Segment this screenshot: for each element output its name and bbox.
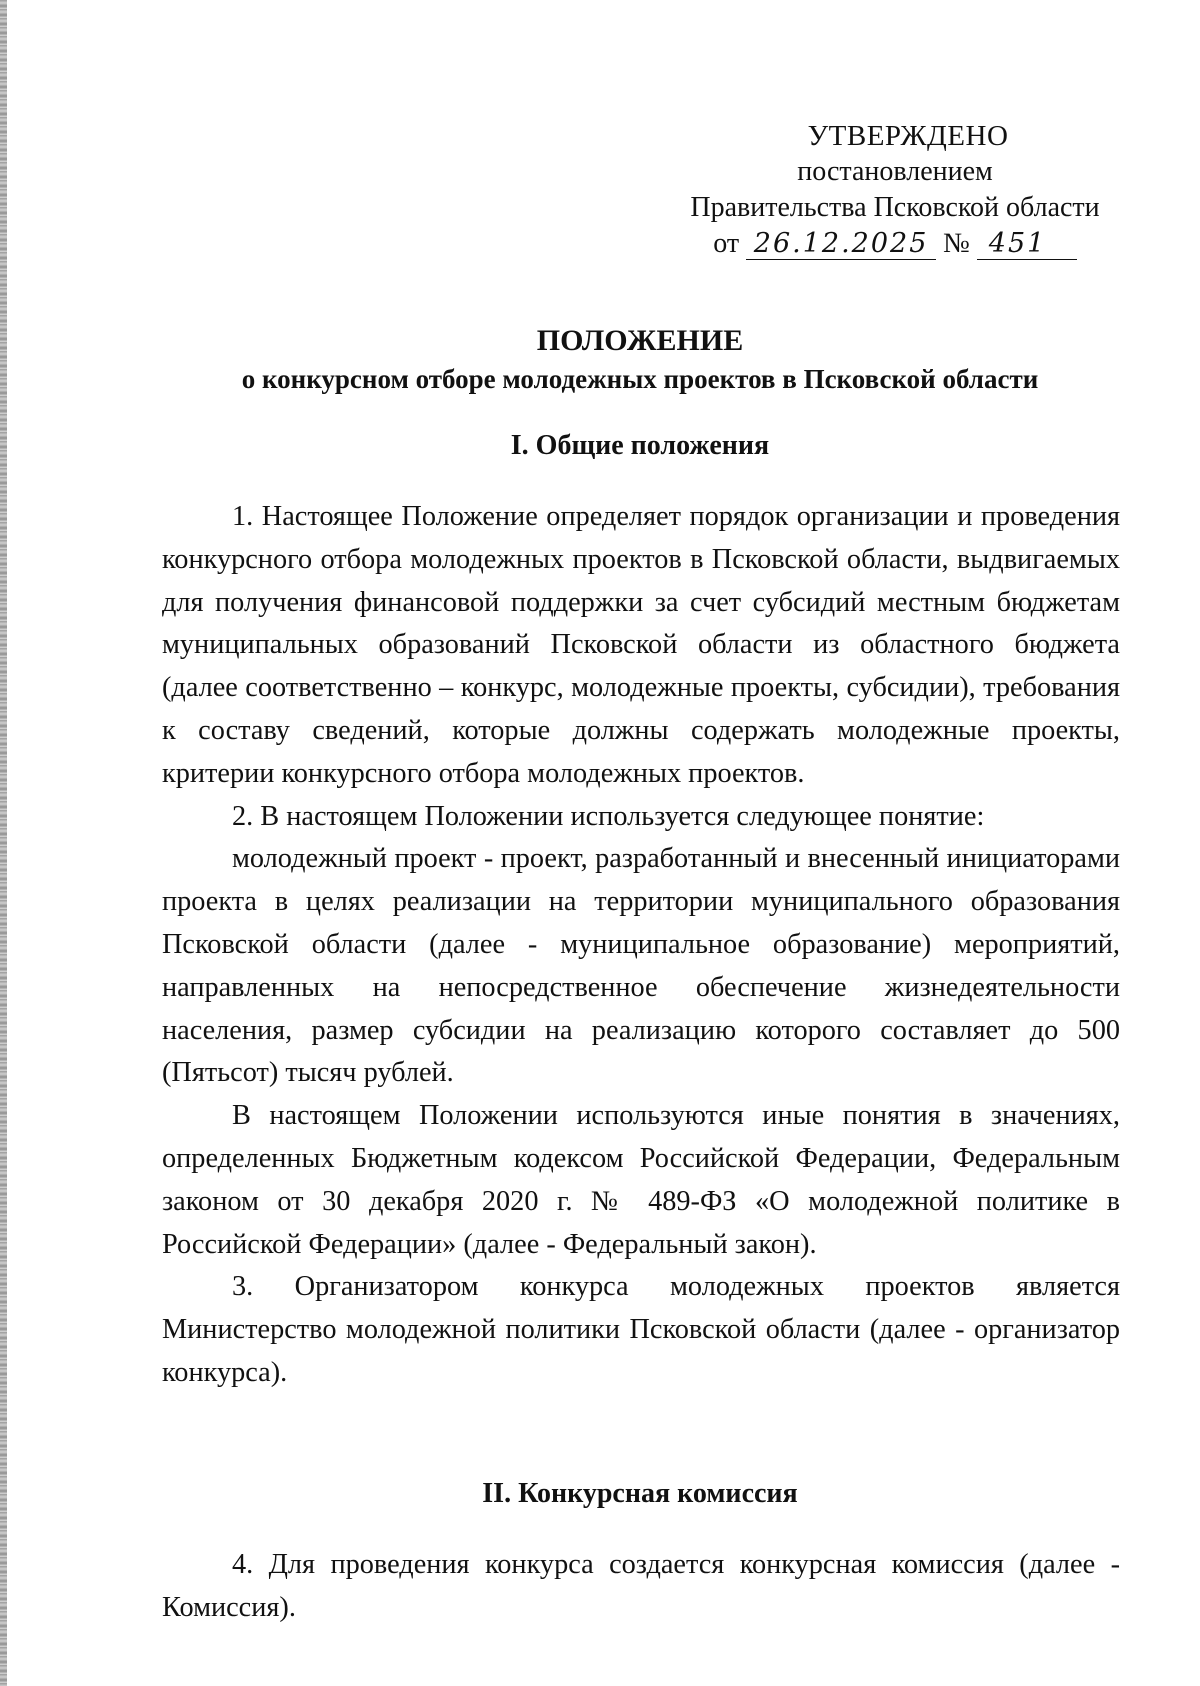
approval-by: постановлением [797, 156, 993, 187]
scan-edge [0, 0, 7, 1686]
paragraph: 2. В настоящем Положении используется следующее понятие: [232, 800, 985, 832]
section-heading: I. Общие положения [510, 430, 770, 461]
document-subtitle: о конкурсном отборе молодежных проектов в Псковской области [241, 364, 1039, 394]
section-heading: II. Конкурсная комиссия [482, 1478, 798, 1509]
section-1-body [162, 496, 1120, 1395]
paragraph: 4. Для проведения конкурса создается конкурсная комиссия (далее - Комиссия). [162, 1549, 1120, 1623]
approval-date-line [660, 226, 1130, 262]
document-title: ПОЛОЖЕНИЕ [536, 324, 744, 357]
approval-number: 451 [977, 229, 1077, 260]
approval-date: 26.12.2025 [746, 229, 936, 260]
paragraph: 3. Организатором конкурса молодежных проектов является Министерство молодежной политики Псковской области (далее - организатор конкурса). [162, 1271, 1120, 1388]
paragraph: молодежный проект - проект, разработанный и внесенный инициаторами проекта в целях реализации на территории муниципального образования Псковской области (далее - муниципальное образование) мероприятий, направленных на непосредственное обеспечение жизнедеятельности населения, размер субсидии на реализацию которого составляет до 500 (Пятьсот) тысяч рублей. [162, 843, 1120, 1089]
approval-from-label: от [713, 228, 740, 259]
document-title-block [160, 321, 1120, 397]
paragraph: 1. Настоящее Положение определяет порядок организации и проведения конкурсного отбора молодежных проектов в Псковской области, выдвигаемых для получения финансовой поддержки за счет субсидий местным бюджетам муниципальных образований Псковской области из областного бюджета (далее соответственно – конкурс, молодежные проекты, субсидии), требования к составу сведений, которые должны содержать молодежные проекты, критерии конкурсного отбора молодежных проектов. [162, 501, 1120, 789]
approval-title: УТВЕРЖДЕНО [807, 120, 1009, 152]
approval-stamp [660, 118, 1130, 262]
section-2-body [162, 1544, 1120, 1630]
paragraph: В настоящем Положении используются иные понятия в значениях, определенных Бюджетным кодексом Российской Федерации, Федеральным законом от 30 декабря 2020 г. № 489-ФЗ «О молодежной политике в Российской Федерации» (далее - Федеральный закон). [162, 1100, 1120, 1260]
approval-org: Правительства Псковской области [690, 192, 1100, 223]
approval-number-label: № [943, 228, 970, 259]
